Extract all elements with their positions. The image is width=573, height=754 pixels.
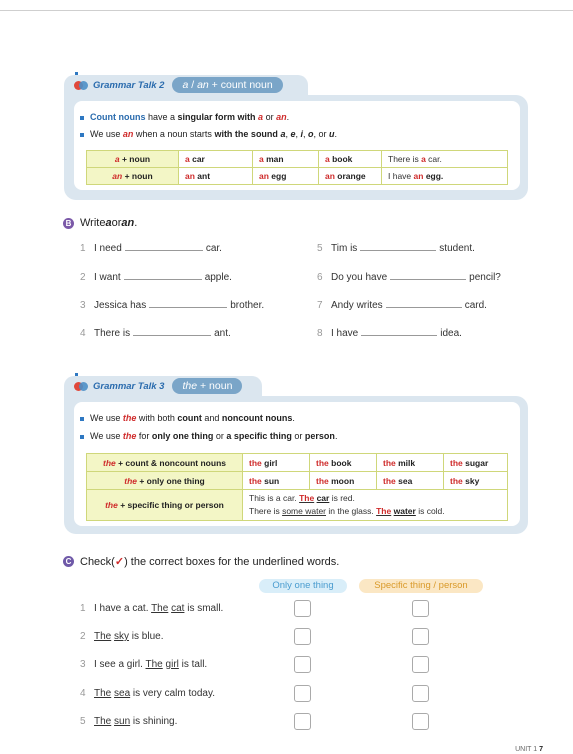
talk3-table <box>86 453 508 521</box>
talk2-topic-pill: a / an + count noun <box>172 77 282 93</box>
page-footer <box>515 746 543 753</box>
example-sentence: There is a car. <box>382 151 508 168</box>
table-row: the + only one thing the sun the moon the sea the sky <box>87 472 508 490</box>
checkbox-only-one-4[interactable] <box>294 685 311 702</box>
checkbox-only-one-3[interactable] <box>294 656 311 673</box>
table-row: a + noun a car a man a book There is a car. <box>87 151 508 168</box>
example-sentences: This is a car. The car is red. There is some water in the glass. The water is cold. <box>243 490 508 521</box>
talk3-topic-pill: the + noun <box>172 378 242 394</box>
exercise-c-item: 3 I see a girl. The girl is tall. <box>80 659 208 670</box>
checkbox-specific-2[interactable] <box>412 628 429 645</box>
checkbox-specific-4[interactable] <box>412 685 429 702</box>
answer-blank[interactable] <box>390 279 466 280</box>
answer-blank[interactable] <box>125 250 203 251</box>
column-header-only-one: Only one thing <box>259 579 347 593</box>
exercise-b-heading: B Write a or an . <box>63 217 137 229</box>
grammar-icon <box>74 382 88 391</box>
talk2-header <box>64 75 308 95</box>
talk2-title: Grammar Talk 2 <box>93 79 165 91</box>
answer-blank[interactable] <box>124 279 202 280</box>
answer-blank[interactable] <box>386 307 462 308</box>
table-row: an + noun an ant an egg an orange I have an egg. <box>87 168 508 185</box>
checkmark-icon: ✓ <box>114 556 125 568</box>
talk3-header <box>64 376 262 396</box>
exercise-b-badge: B <box>63 218 74 229</box>
unit-label: UNIT 1 <box>515 746 538 753</box>
exercise-c-item: 5 The sun is shining. <box>80 716 178 727</box>
answer-blank[interactable] <box>133 335 211 336</box>
exercise-b-item: 3 Jessica has brother. <box>80 300 265 311</box>
row-label: the + specific thing or person <box>87 490 243 521</box>
checkbox-only-one-5[interactable] <box>294 713 311 730</box>
grammar-icon <box>74 81 88 90</box>
exercise-c-item: 1 I have a cat. The cat is small. <box>80 603 224 614</box>
answer-blank[interactable] <box>361 335 437 336</box>
exercise-b-item: 1 I need car. <box>80 243 222 254</box>
page-number: 7 <box>539 746 543 753</box>
checkbox-specific-1[interactable] <box>412 600 429 617</box>
table-row <box>87 490 508 521</box>
answer-blank[interactable] <box>149 307 227 308</box>
answer-blank[interactable] <box>360 250 436 251</box>
exercise-b-item: 7 Andy writes card. <box>317 300 487 311</box>
exercise-c-item: 2 The sky is blue. <box>80 631 164 642</box>
checkbox-only-one-1[interactable] <box>294 600 311 617</box>
talk2-rule-2: We use an when a noun starts with the sound a, e, i, o, or u. <box>80 129 337 139</box>
column-header-specific: Specific thing / person <box>359 579 483 593</box>
exercise-b-item: 2 I want apple. <box>80 272 232 283</box>
exercise-b-item: 6 Do you have pencil? <box>317 272 501 283</box>
row-label: the + only one thing <box>87 472 243 490</box>
checkbox-specific-5[interactable] <box>412 713 429 730</box>
row-label: a + noun <box>87 151 179 168</box>
table-row: the + count & noncount nouns the girl the book the milk the sugar <box>87 454 508 472</box>
talk2-table <box>86 150 508 185</box>
exercise-c-badge: C <box>63 556 74 567</box>
talk2-rule-1: Count nouns have a singular form with a or an. <box>80 112 289 122</box>
example-sentence: I have an egg. <box>382 168 508 185</box>
checkbox-only-one-2[interactable] <box>294 628 311 645</box>
exercise-b-item: 5 Tim is student. <box>317 243 475 254</box>
row-label: an + noun <box>87 168 179 185</box>
row-label: the + count & noncount nouns <box>87 454 243 472</box>
exercise-b-item: 4 There is ant. <box>80 328 231 339</box>
talk3-rule-2: We use the for only one thing or a specific thing or person. <box>80 431 337 441</box>
top-rule <box>0 10 573 11</box>
exercise-c-heading: C Check( ✓ ) the correct boxes for the underlined words. <box>63 555 339 568</box>
checkbox-specific-3[interactable] <box>412 656 429 673</box>
talk3-rule-1: We use the with both count and noncount nouns. <box>80 413 295 423</box>
talk3-title: Grammar Talk 3 <box>93 380 165 392</box>
exercise-b-item: 8 I have idea. <box>317 328 462 339</box>
exercise-c-item: 4 The sea is very calm today. <box>80 688 215 699</box>
